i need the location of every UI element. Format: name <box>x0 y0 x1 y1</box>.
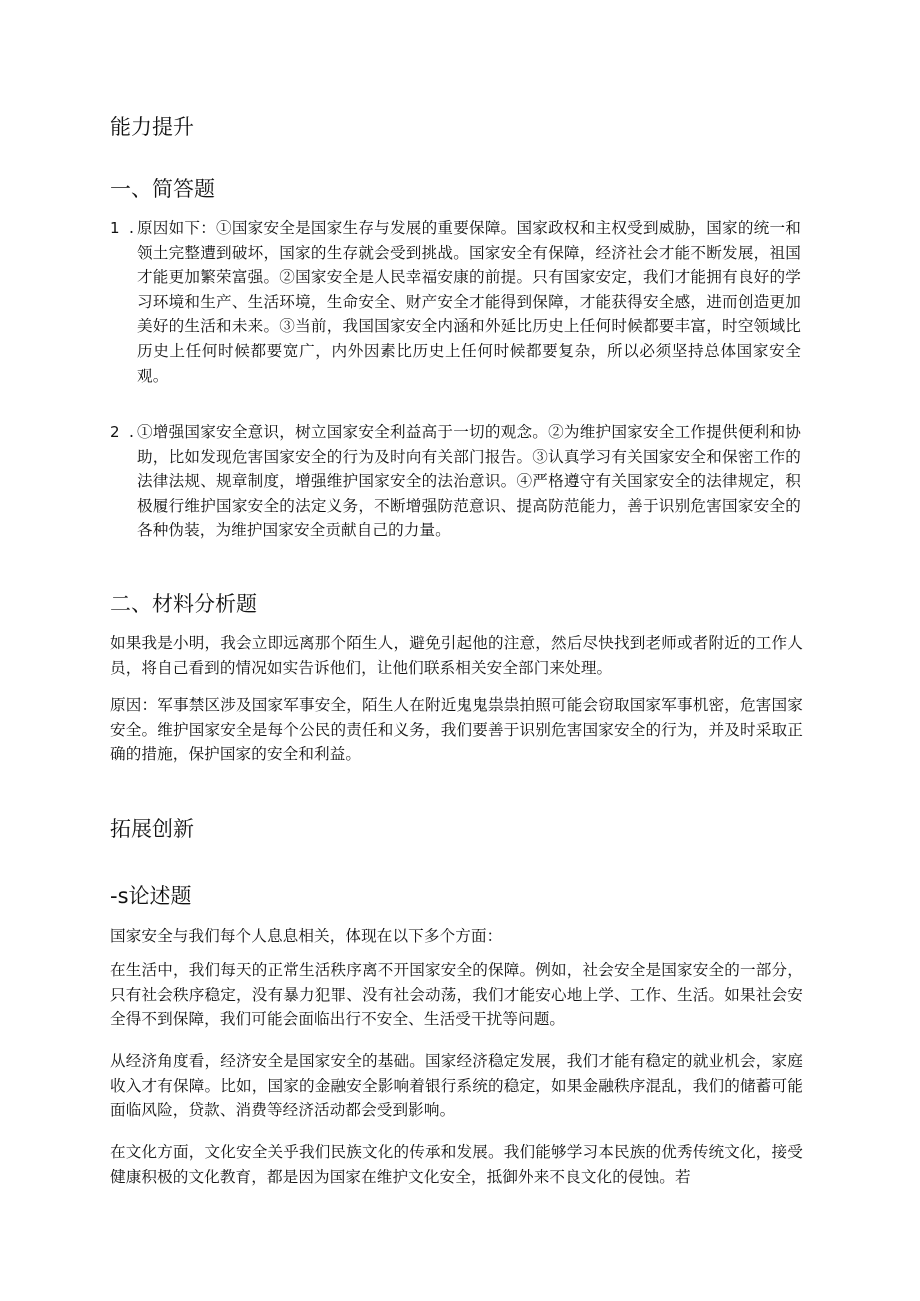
item-number: 2 <box>110 423 120 441</box>
section-title-ability: 能力提升 <box>110 115 194 139</box>
answer-text: 原因如下：①国家安全是国家生存与发展的重要保障。国家政权和主权受到威胁，国家的统一和领土完整遭到破坏，国家的生存就会受到挑战。国家安全有保障，经济社会才能不断发展，祖国才能更加繁荣富强。②国家安全是人民幸福安康的前提。只有国家安定，我们才能拥有良好的学习环境和生产、生活环境，生命安全、财产安全才能得到保障，才能获得安全感，进而创造更加美好的生活和未来。③当前，我国国家安全内涵和外延比历史上任何时候都要丰富，时空领域比历史上任何时候都要宽广，内外因素比历史上任何时候都要复杂，所以必须坚持总体国家安全观。 <box>137 219 801 385</box>
heading-essay: -s论述题 <box>110 884 192 908</box>
paragraph: 从经济角度看，经济安全是国家安全的基础。国家经济稳定发展，我们才能有稳定的就业机会，家庭收入才有保障。比如，国家的金融安全影响着银行系统的稳定，如果金融秩序混乱，我们的储蓄可能面临风险，贷款、消费等经济活动都会受到影响。 <box>110 1052 803 1120</box>
answer-text: ①增强国家安全意识，树立国家安全利益高于一切的观念。②为维护国家安全工作提供便利和协助，比如发现危害国家安全的行为及时向有关部门报告。③认真学习有关国家安全和保密工作的法律法规、规章制度，增强维护国家安全的法治意识。④严格遵守有关国家安全的法律规定，积极履行维护国家安全的法定义务，不断增强防范意识、提高防范能力，善于识别危害国家安全的各种伪装，为维护国家安全贡献自己的力量。 <box>137 423 801 540</box>
paragraph: 在文化方面，文化安全关乎我们民族文化的传承和发展。我们能够学习本民族的优秀传统文化，接受健康积极的文化教育，都是因为国家在维护文化安全，抵御外来不良文化的侵蚀。若 <box>110 1143 803 1186</box>
item-marker: . <box>129 423 134 441</box>
paragraph: 在生活中，我们每天的正常生活秩序离不开国家安全的保障。例如，社会安全是国家安全的一部分，只有社会秩序稳定，没有暴力犯罪、没有社会动荡，我们才能安心地上学、工作、生活。如果社会安全得不到保障，我们可能会面临出行不安全、生活受干扰等问题。 <box>110 961 803 1029</box>
item-number: 1 <box>110 219 120 237</box>
paragraph: 如果我是小明，我会立即远离那个陌生人，避免引起他的注意，然后尽快找到老师或者附近的工作人员，将自己看到的情况如实告诉他们，让他们联系相关安全部门来处理。 <box>110 634 803 677</box>
section-title-extension: 拓展创新 <box>110 817 194 841</box>
item-marker: . <box>129 219 134 237</box>
paragraph: 国家安全与我们每个人息息相关，体现在以下多个方面： <box>110 927 503 945</box>
heading-material-analysis: 二、材料分析题 <box>110 592 257 616</box>
heading-short-answer: 一、简答题 <box>110 177 215 201</box>
paragraph: 原因：军事禁区涉及国家军事安全，陌生人在附近鬼鬼祟祟拍照可能会窃取国家军事机密，危害国家安全。维护国家安全是每个公民的责任和义务，我们要善于识别危害国家安全的行为，并及时采取正确的措施，保护国家的安全和利益。 <box>110 696 803 764</box>
